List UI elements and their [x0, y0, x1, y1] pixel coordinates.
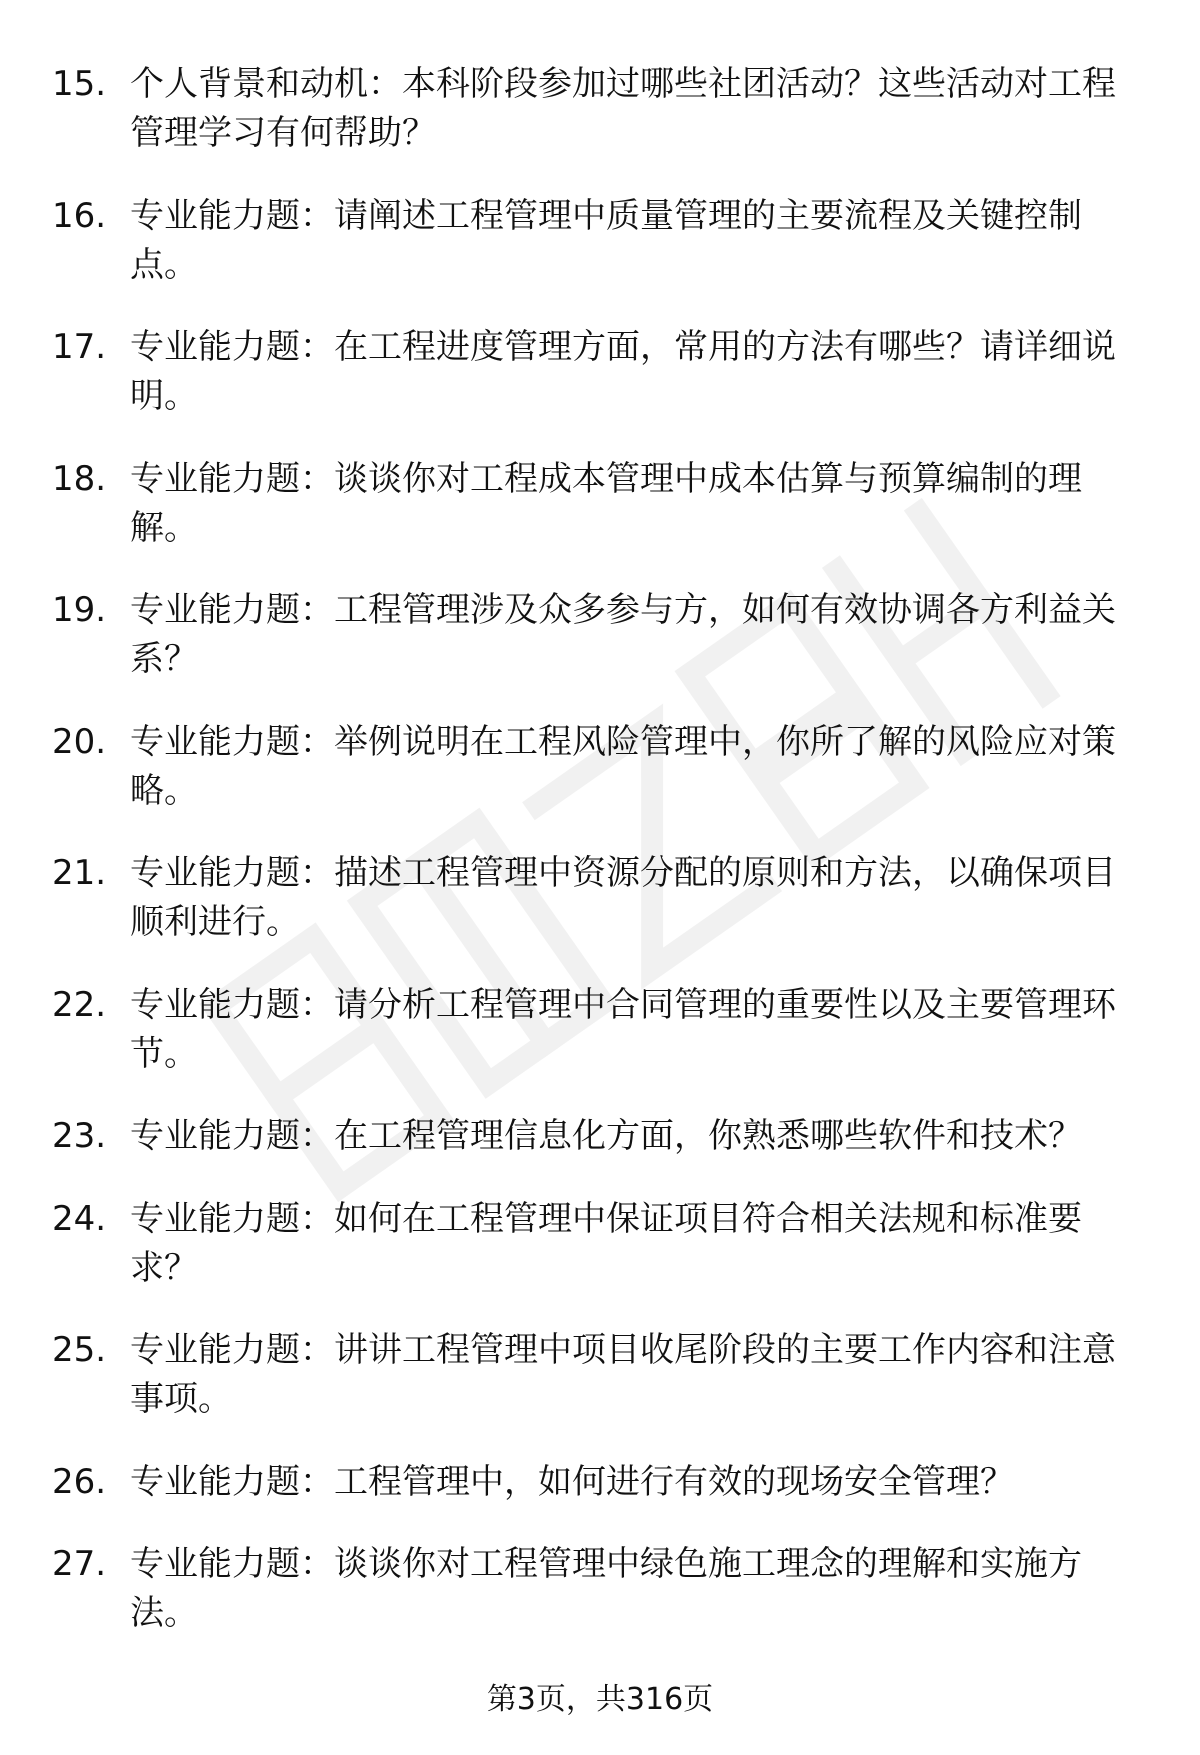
question-item: [52, 60, 1142, 158]
question-list: [52, 60, 1142, 1672]
question-number: 21.: [52, 853, 107, 893]
question-item: [52, 323, 1142, 421]
question-text: 专业能力题：请分析工程管理中合同管理的重要性以及主要管理环节。: [130, 984, 1116, 1074]
question-text: 专业能力题：请阐述工程管理中质量管理的主要流程及关键控制点。: [130, 195, 1082, 285]
question-number: 17.: [52, 327, 107, 367]
question-text: 专业能力题：在工程进度管理方面，常用的方法有哪些？请详细说明。: [130, 327, 1116, 416]
question-text: 专业能力题：如何在工程管理中保证项目符合相关法规和标准要求？: [130, 1198, 1082, 1288]
question-text: 专业能力题：讲讲工程管理中项目收尾阶段的主要工作内容和注意事项。: [130, 1330, 1116, 1419]
question-text: 专业能力题：工程管理中，如何进行有效的现场安全管理？: [130, 1461, 1014, 1502]
question-item: [52, 981, 1142, 1079]
question-number: 25.: [52, 1330, 107, 1370]
question-number: 18.: [52, 458, 107, 499]
question-text: 个人背景和动机：本科阶段参加过哪些社团活动？这些活动对工程管理学习有何帮助？: [130, 64, 1116, 153]
question-number: 20.: [52, 721, 107, 762]
question-item: [52, 455, 1142, 553]
question-number: 16.: [52, 195, 107, 236]
question-item: [52, 1195, 1142, 1293]
question-text: 专业能力题：谈谈你对工程成本管理中成本估算与预算编制的理解。: [130, 458, 1082, 548]
question-text: 专业能力题：工程管理涉及众多参与方，如何有效协调各方利益关系？: [130, 590, 1116, 679]
question-item: [52, 1458, 1142, 1507]
question-number: 23.: [52, 1116, 107, 1156]
question-number: 22.: [52, 984, 107, 1025]
question-item: [52, 1540, 1142, 1638]
question-text: 专业能力题：在工程管理信息化方面，你熟悉哪些软件和技术？: [130, 1116, 1082, 1156]
question-item: [52, 718, 1142, 816]
question-number: 19.: [52, 590, 107, 630]
question-item: [52, 849, 1142, 947]
question-text: 专业能力题：举例说明在工程风险管理中，你所了解的风险应对策略。: [130, 721, 1116, 811]
question-number: 15.: [52, 64, 107, 104]
question-number: 27.: [52, 1544, 107, 1584]
question-item: [52, 192, 1142, 290]
question-number: 26.: [52, 1461, 107, 1502]
question-text: 专业能力题：描述工程管理中资源分配的原则和方法，以确保项目顺利进行。: [130, 853, 1116, 942]
question-item: [52, 1326, 1142, 1424]
question-item: [52, 586, 1142, 684]
question-text: 专业能力题：谈谈你对工程管理中绿色施工理念的理解和实施方法。: [130, 1544, 1082, 1633]
question-number: 24.: [52, 1198, 107, 1239]
question-item: [52, 1112, 1142, 1161]
page-footer: 第3页，共316页: [486, 1682, 714, 1717]
